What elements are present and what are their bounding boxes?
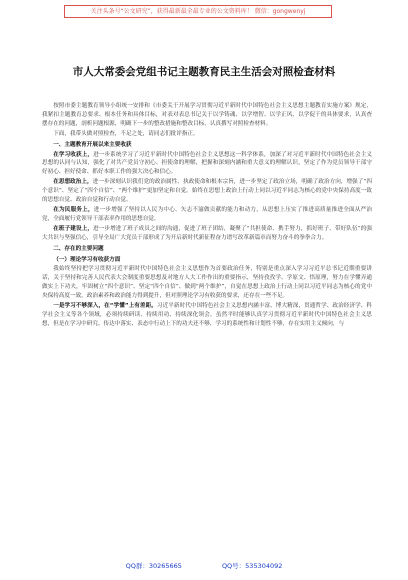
qq-number-text: QQ号：535304092 xyxy=(221,562,283,570)
promo-banner: 关注头条号“公文研究”，获得最新最全最专业的公文资料库！ 微信：gongwenyj xyxy=(64,5,332,18)
item-text: 习近平新时代中国特色社会主义思想内涵丰富、博大精深，贯通哲学、政治经济学、科学社会主义等各个领域，必须持续研读、持续用功、持续深化领会。虽然平时能够认真学习贯彻习近平新时代中国特色社会主义思想，但是在学习中研究、传达中落实、表态中行动上下的功夫还不够，学习的系统性和计划性不够，存在实用主义倾向，与 xyxy=(42,303,372,327)
list-item xyxy=(42,178,372,205)
item-text: 进一步深刻认识我们党的政治属性、执政使命和根本宗旨，进一步坚定了政治立场，明确了政治方向，增强了“四个意识”、坚定了“四个自信”、“两个维护”更加坚定和自觉。始终在思想上政治上行动上同以习近平同志为核心的党中央保持高度一致的思想自觉、政治自觉和行动自觉。 xyxy=(42,179,372,204)
item-text: 进一步增进了班子成员之间的沟通，促进了班子团结，凝聚了“共担使命、携手努力，抓好班子、带好队伍”的强大共识与坚强信心，引导全局广大党员干部形成了为开启新时代新征程奋力谱写改革新篇章而努力奋斗的拳拳合力。 xyxy=(42,225,372,241)
item-text: 进一步系统学习了习近平新时代中国特色社会主义思想这一科学体系，加深了对习近平新时代中国特色社会主义思想的认同与认知，强化了对共产党员守初心、担使命的理解，把握和深刻内涵和重大意义的理解认识，坚定了作为党员领导干部守好初心、担好使命、抓好本职工作的强大决心和信心。 xyxy=(42,151,372,176)
document-title: 市人大常委会党组书记主题教育民主生活会对照检查材料 xyxy=(72,66,336,78)
section-heading: 二、存在的主要问题 xyxy=(53,245,104,252)
page-footer xyxy=(0,561,408,570)
item-lead: 在思想政治上， xyxy=(53,179,93,186)
item-lead: 在班子建设上， xyxy=(53,225,94,232)
list-item xyxy=(42,206,372,224)
list-item xyxy=(42,151,372,178)
subsection-heading: （一）理论学习有收获方面 xyxy=(53,256,121,263)
section-heading: 一、主题教育开展以来主要收获 xyxy=(53,141,132,148)
item-lead: 一是学习不够深入，在“学懂”上有差距。 xyxy=(53,303,157,310)
intro-paragraph: 下面，我带头做对照检查，不足之处，请同志们批评指正。 xyxy=(53,130,199,137)
list-item xyxy=(42,302,372,329)
intro-paragraph: 按照市委主题教育领导小组统一安排和《市委关于开展学习贯彻习近平新时代中国特色社会主义思想主题教育实施方案》规定，我紧扣主题教育总要求、根本任务和具体目标，对表对表总书记关于以学铸魂、以学增智、以学正风、以学促干的具体要求，认真查摆存在的问题，剖析问题根源，明确下一步的整改措施和整改目标，认真撰写对照检查材料。 xyxy=(42,103,372,127)
item-lead: 在为民服务上， xyxy=(53,206,94,213)
body-paragraph: 我始终坚持把学习贯彻习近平新时代中国特色社会主义思想作为首要政治任务，特别是重点深入学习习近平总书记近期重要讲话，关于坚持和完善人民代表大会制度重要思想及对地方人大工作作出的重要指示，坚持孜孜学、学原文、悟原理，努力在学懂弄通做实上下功夫，牢固树立“四个意识”、坚定“四个自信”、做到“两个维护”，自觉在思想上政治上行动上同以习近平同志为核心的党中央保持高度一致，政治素养和政治能力得到提升，但对照理论学习有收获的要求，还存在一些不足。 xyxy=(42,266,372,300)
list-item xyxy=(42,225,372,243)
item-lead: 在学习收获上， xyxy=(53,151,94,158)
qq-group-text: QQ群：30265665 xyxy=(125,562,182,570)
document-body xyxy=(42,102,372,330)
item-text: 进一步增强了坚持以人民为中心、矢志不渝做贡献的能力和动力，从思想上压实了推进高质量推进全面从严治党，全面履行党领导干部表率作用的思想自觉。 xyxy=(42,206,372,222)
